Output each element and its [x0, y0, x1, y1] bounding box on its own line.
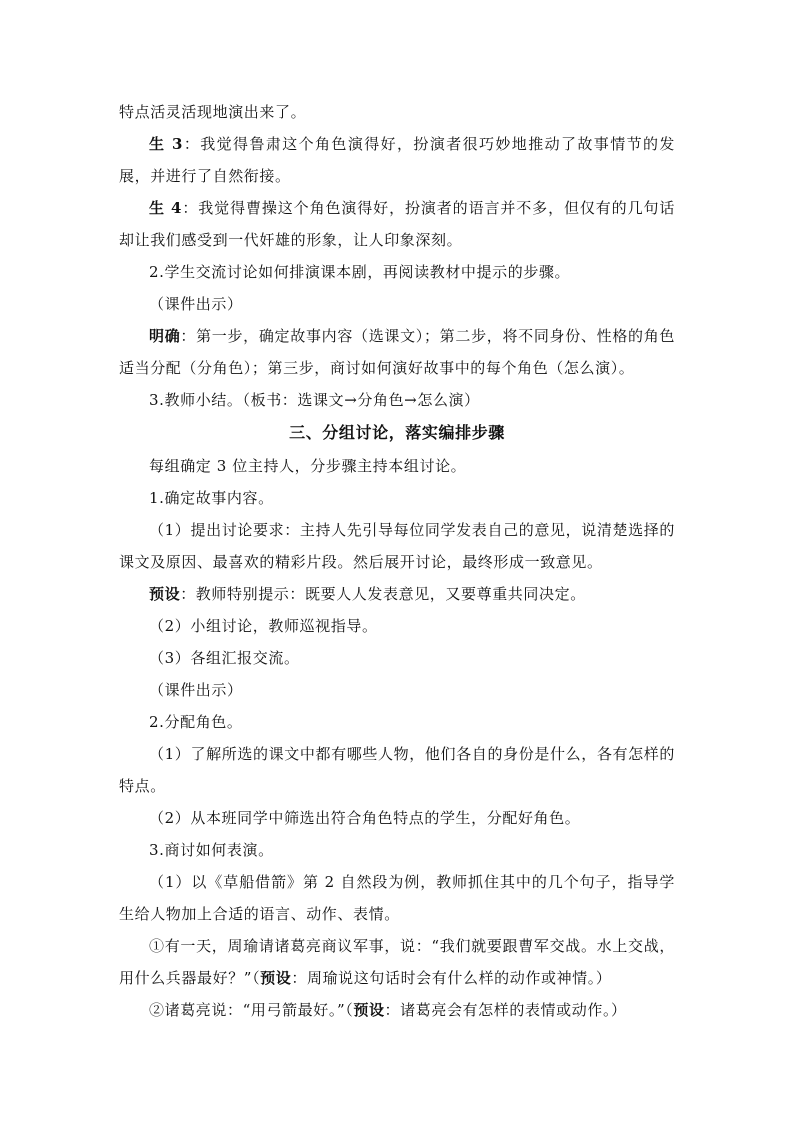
speaker-label: 生 4	[149, 199, 183, 217]
paragraph-text: ：教师特别提示：既要人人发表意见，又要尊重共同决定。	[180, 585, 586, 603]
paragraph-clarify	[119, 320, 675, 384]
paragraph-hosts: 每组确定 3 位主持人，分步骤主持本组讨论。	[149, 457, 467, 475]
paragraph-text: ：第一步，确定故事内容（选课文）；第二步，将不同身份、性格的角色适当分配（分角色）；第三步，商讨如何演好故事中的每个角色（怎么演）。	[119, 327, 675, 377]
paragraph-student-3	[119, 128, 675, 192]
paragraph-step-1-2: （2）小组讨论，教师巡视指导。	[149, 617, 378, 635]
clarify-label: 明确	[149, 327, 181, 345]
paragraph-1: 特点活灵活现地演出来了。	[119, 103, 307, 121]
paragraph-example-1	[119, 930, 675, 994]
paragraph-step-1-3: （3）各组汇报交流。	[149, 649, 300, 667]
paragraph-text: ：我觉得鲁肃这个角色演得好，扮演者很巧妙地推动了故事情节的发展，并进行了自然衔接。	[119, 135, 675, 185]
paragraph-text: ②诸葛亮说：“用弓箭最好。”（	[149, 1001, 354, 1019]
paragraph-step-3: 3.商讨如何表演。	[149, 841, 274, 859]
paragraph-text: ：我觉得曹操这个角色演得好，扮演者的语言并不多，但仅有的几句话却让我们感受到一代奸雄的形象，让人印象深刻。	[119, 199, 675, 249]
paragraph-preset-1	[119, 578, 675, 610]
paragraph-text: ①有一天，周瑜请诸葛亮商议军事，说：“我们就要跟曹军交战。水上交战，用什么兵器最好？”（	[119, 937, 675, 987]
document-body	[119, 96, 675, 1026]
paragraph-text: ：诸葛亮会有怎样的表情或动作。）	[384, 1001, 627, 1019]
paragraph-step-1: 1.确定故事内容。	[149, 489, 274, 507]
preset-label: 预设	[260, 969, 292, 987]
paragraph-step-3-1: （1）以《草船借箭》第 2 自然段为例，教师抓住其中的几个句子，指导学生给人物加上合适的语言、动作、表情。	[119, 873, 675, 923]
paragraph-discussion: 2.学生交流讨论如何排演课本剧，再阅读教材中提示的步骤。	[149, 263, 571, 281]
speaker-label: 生 3	[149, 135, 184, 153]
paragraph-student-4	[119, 192, 675, 256]
paragraph-example-2	[119, 994, 675, 1026]
section-heading: 三、分组讨论，落实编排步骤	[289, 423, 505, 442]
preset-label: 预设	[149, 585, 181, 603]
paragraph-step-1-1: （1）提出讨论要求：主持人先引导每位同学发表自己的意见，说清楚选择的课文及原因、最喜欢的精彩片段。然后展开讨论，最终形成一致意见。	[119, 521, 675, 571]
paragraph-text: ：周瑜说这句话时会有什么样的动作或神情。）	[291, 969, 612, 987]
paragraph-courseware-2: （课件出示）	[149, 681, 243, 699]
paragraph-step-2-1: （1）了解所选的课文中都有哪些人物，他们各自的身份是什么，各有怎样的特点。	[119, 745, 675, 795]
paragraph-step-2: 2.分配角色。	[149, 713, 243, 731]
paragraph-courseware-1: （课件出示）	[149, 295, 243, 313]
paragraph-summary: 3.教师小结。（板书：选课文→分角色→怎么演）	[149, 391, 480, 409]
preset-label: 预设	[353, 1001, 385, 1019]
paragraph-step-2-2: （2）从本班同学中筛选出符合角色特点的学生，分配好角色。	[149, 809, 581, 827]
